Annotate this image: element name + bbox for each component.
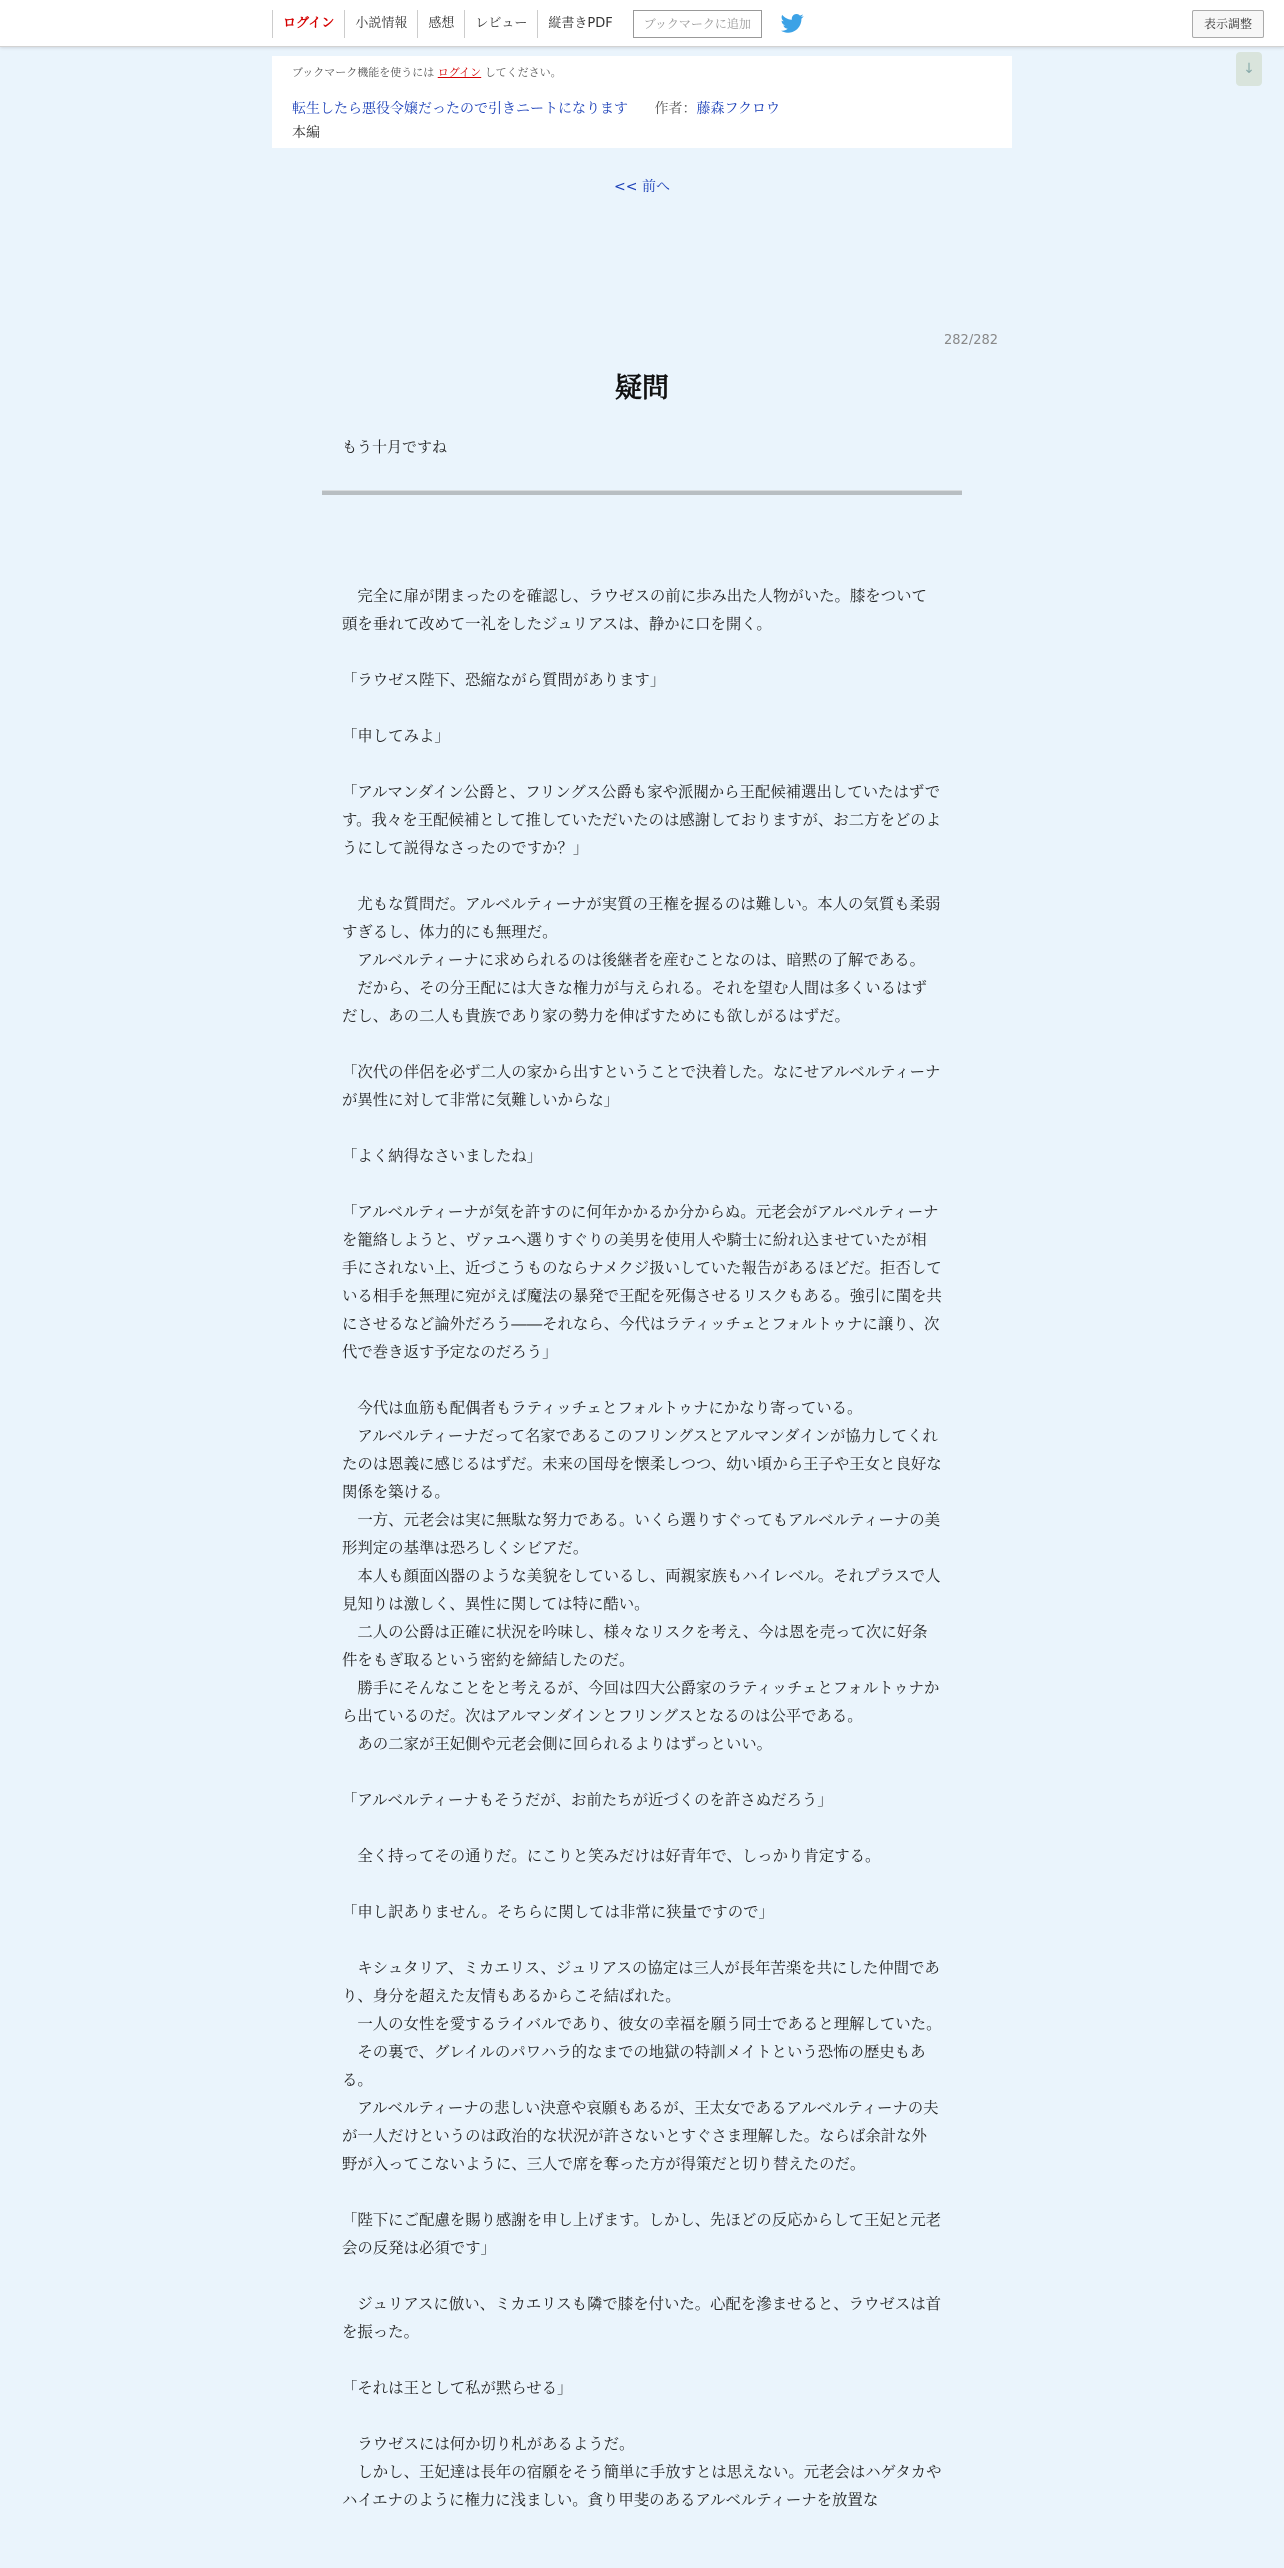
body-paragraph: キシュタリア、ミカエリス、ジュリアスの協定は三人が長年苦楽を共にした仲間であり、身分を超えた友情もあるからこそ結ばれた。 <box>342 1959 940 2005</box>
author-label: 作者： <box>654 101 697 117</box>
body-paragraph: 「よく納得なさいましたね」 <box>342 1147 543 1165</box>
body-paragraph: 「申し訳ありません。そちらに関しては非常に狭量ですので」 <box>342 1903 774 1921</box>
body-paragraph: アルベルティーナに求められるのは後継者を産むことなのは、暗黙の了解である。 <box>342 951 925 969</box>
body-paragraph: あの二家が王妃側や元老会側に回られるよりはずっといい。 <box>342 1735 773 1753</box>
chapter-body <box>342 582 942 2514</box>
body-paragraph: 「ラウゼス陛下、恐縮ながら質問があります」 <box>342 671 666 689</box>
body-paragraph: 一人の女性を愛するライバルであり、彼女の幸福を願う同士であると理解していた。 <box>342 2015 942 2033</box>
display-settings-button[interactable]: 表示調整 <box>1192 10 1264 38</box>
body-paragraph <box>342 862 942 890</box>
section-label: 本編 <box>292 125 320 141</box>
body-paragraph: 「アルベルティーナもそうだが、お前たちが近づくのを許さぬだろう」 <box>342 1791 833 1809</box>
novel-info-box <box>272 56 1012 148</box>
body-paragraph: ジュリアスに倣い、ミカエリスも隣で膝を付いた。心配を滲ませると、ラウゼスは首を振った。 <box>342 2295 942 2341</box>
body-paragraph: アルベルティーナだって名家であるこのフリングスとアルマンダインが協力してくれたのは恩義に感じるはずだ。未来の国母を懐柔しつつ、幼い頃から王子や王女と良好な関係を築ける。 <box>342 1427 942 1501</box>
novel-title-link[interactable]: 転生したら悪役令嬢だったので引きニートになります <box>292 101 628 117</box>
prev-page-link[interactable]: << 前へ <box>614 179 670 195</box>
body-paragraph: その裏で、グレイルのパワハラ的なまでの地獄の特訓メイトという恐怖の歴史もある。 <box>342 2043 926 2089</box>
body-paragraph <box>342 750 942 778</box>
bookmark-login-link[interactable]: ログイン <box>437 66 482 79</box>
impressions-link[interactable]: 感想 <box>417 10 464 38</box>
review-link[interactable]: レビュー <box>464 10 537 38</box>
preface-divider <box>322 490 962 495</box>
body-paragraph: 「それは王として私が黙らせる」 <box>342 2379 573 2397</box>
body-paragraph: ラウゼスには何か切り札があるようだ。 <box>342 2435 635 2453</box>
twitter-icon[interactable] <box>780 14 804 34</box>
body-paragraph: 完全に扉が閉まったのを確認し、ラウゼスの前に歩み出た人物がいた。膝をついて頭を垂れて改めて一礼をしたジュリアスは、静かに口を開く。 <box>342 587 927 633</box>
body-paragraph <box>342 1926 942 1954</box>
body-paragraph: 本人も顔面凶器のような美貌をしているし、両親家族もハイレベル。それプラスで人見知りは激しく、異性に関しては特に酷い。 <box>342 1567 941 1613</box>
body-paragraph <box>342 2402 942 2430</box>
body-paragraph <box>342 2262 942 2290</box>
body-paragraph: 「次代の伴侶を必ず二人の家から出すということで決着した。なにせアルベルティーナが異性に対して非常に気難しいからな」 <box>342 1063 941 1109</box>
bookmark-note: ブックマーク機能を使うには ログイン してください。 <box>292 66 562 79</box>
body-paragraph: 一方、元老会は実に無駄な努力である。いくら選りすぐってもアルベルティーナの美形判定の基準は恐ろしくシビアだ。 <box>342 1511 941 1557</box>
body-paragraph: だから、その分王配には大きな権力が与えられる。それを望む人間は多くいるはずだし、あの二人も貴族であり家の勢力を伸ばすためにも欲しがるはずだ。 <box>342 979 927 1025</box>
vertical-pdf-link[interactable]: 縦書きPDF <box>537 10 622 38</box>
body-paragraph: 勝手にそんなことをと考えるが、今回は四大公爵家のラティッチェとフォルトゥナから出ているのだ。次はアルマンダインとフリングスとなるのは公平である。 <box>342 1679 940 1725</box>
body-paragraph <box>342 1170 942 1198</box>
body-paragraph: 「陛下にご配慮を賜り感謝を申し上げます。しかし、先ほどの反応からして王妃と元老会の反発は必須です」 <box>342 2211 942 2257</box>
body-paragraph <box>342 1758 942 1786</box>
body-paragraph <box>342 1030 942 1058</box>
body-paragraph <box>342 1114 942 1142</box>
novel-info-link[interactable]: 小説情報 <box>344 10 417 38</box>
body-paragraph <box>342 694 942 722</box>
novel-title-line <box>292 98 780 118</box>
body-paragraph: 尤もな質問だ。アルベルティーナが実質の王権を握るのは難しい。本人の気質も柔弱すぎるし、体力的にも無理だ。 <box>342 895 941 941</box>
top-navigation-bar <box>0 0 1284 47</box>
body-paragraph: 今代は血筋も配偶者もラティッチェとフォルトゥナにかなり寄っている。 <box>342 1399 863 1417</box>
body-paragraph <box>342 1814 942 1842</box>
body-paragraph: 二人の公爵は正確に状況を吟味し、様々なリスクを考え、今は恩を売って次に好条件をもぎ取るという密約を締結したのだ。 <box>342 1623 928 1669</box>
scroll-down-button[interactable]: ↓ <box>1236 52 1262 86</box>
body-paragraph: しかし、王妃達は長年の宿願をそう簡単に手放すとは思えない。元老会はハゲタカやハイエナのように権力に浅ましい。貪り甲斐のあるアルベルティーナを放置な <box>342 2463 942 2509</box>
body-paragraph <box>342 1870 942 1898</box>
body-paragraph <box>342 638 942 666</box>
chapter-title: 疑問 <box>615 373 669 404</box>
page-number: 282/282 <box>944 333 999 348</box>
body-paragraph: 「アルマンダイン公爵と、フリングス公爵も家や派閥から王配候補選出していたはずです。我々を王配候補として推していただいたのは感謝しておりますが、お二方をどのようにして説得なさったのですか？」 <box>342 783 942 857</box>
body-paragraph <box>342 2178 942 2206</box>
body-paragraph: 「アルベルティーナが気を許すのに何年かかるか分からぬ。元老会がアルベルティーナを籠絡しようと、ヴァユへ選りすぐりの美男を使用人や騎士に紛れ込ませていたが相手にされない上、近づこうものならナメクジ扱いしていた報告があるほどだ。拒否している相手を無理に宛がえば魔法の暴発で王配を死傷させるリスクもある。強引に閨を共にさせるなど論外だろう――それなら、今代はラティッチェとフォルトゥナに譲り、次代で巻き返す予定なのだろう」 <box>342 1203 942 1361</box>
body-paragraph: 「申してみよ」 <box>342 727 450 745</box>
body-paragraph <box>342 2346 942 2374</box>
add-bookmark-button[interactable]: ブックマークに追加 <box>633 10 762 38</box>
body-paragraph: アルベルティーナの悲しい決意や哀願もあるが、王太女であるアルベルティーナの夫が一人だけというのは政治的な状況が許さないとすぐさま理解した。ならば余計な外野が入ってこないように、三人で席を奪った方が得策だと切り替えたのだ。 <box>342 2099 939 2173</box>
body-paragraph <box>342 1366 942 1394</box>
chapter-preface: もう十月ですね <box>342 438 448 456</box>
login-link[interactable]: ログイン <box>272 10 344 38</box>
body-paragraph: 全く持ってその通りだ。にこりと笑みだけは好青年で、しっかり肯定する。 <box>342 1847 881 1865</box>
top-menu <box>272 10 804 38</box>
author-link[interactable]: 藤森フクロウ <box>696 101 781 117</box>
